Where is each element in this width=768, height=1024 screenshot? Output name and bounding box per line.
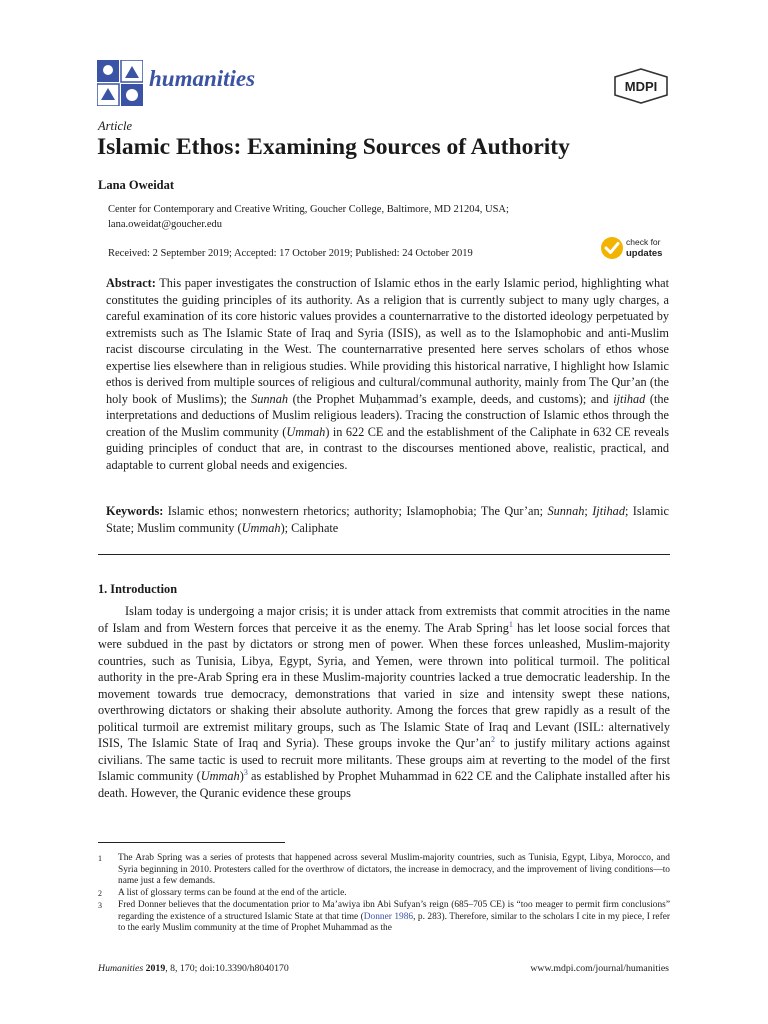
- keyword-ijtihad: Ijtihad: [592, 504, 625, 518]
- affiliation-text: Center for Contemporary and Creative Writing, Goucher College, Baltimore, MD 21204, USA;: [108, 204, 509, 215]
- author-email[interactable]: lana.oweidat@goucher.edu: [108, 219, 223, 230]
- abstract-text-4: ) in 622 CE and the establishment of the Caliphate in 632 CE reveals guiding principles of conduct that are, in contrast to the discourses mentioned above, realistic, practical, and adaptable to current global needs and exigencies.: [106, 424, 669, 473]
- affiliation: [108, 202, 509, 232]
- footnote-number: 1: [98, 854, 102, 863]
- svg-text:check for: check for: [626, 237, 661, 247]
- abstract-text-1: This paper investigates the construction of Islamic ethos in the early Islamic period, highlighting what constitutes the guiding principles of its authority. As a religion that is currently subject to many ugly charges, a careful examination of its core historic values provides a counternarrative to the distorted ideology perpetuated by extremists such as The Islamic State of Iraq and Syria (ISIS), as well as to the Islamophobic and anti-Muslim racist discourse circulating in the West. The counternarrative presented here serves scholars of ethos whose expertise lies elsewhere than in religious studies. While providing this historical narrative, I highlight how Islamic ethos is derived from multiple sources of religious and cultural/communal authority, mainly from The Qur’an (the holy book of Muslims); the: [106, 276, 669, 406]
- publication-dates: Received: 2 September 2019; Accepted: 17 October 2019; Published: 24 October 2019: [108, 248, 473, 259]
- journal-name: humanities: [149, 66, 256, 91]
- keywords-text-2: ; Islamic State; Muslim community (: [106, 504, 669, 535]
- footnote-number: 2: [98, 889, 102, 899]
- footnote-text: Fred Donner believes that the documentation prior to Ma’awiya ibn Abi Sufyan’s reign (685–705 CE) is “too meager to permit firm conclusions” regarding the existence of a structured Islamic State at that time (: [118, 899, 670, 922]
- journal-logo: [97, 60, 143, 106]
- footnote-ref-1[interactable]: 1: [508, 619, 513, 629]
- article-title: Islamic Ethos: Examining Sources of Authority: [97, 134, 570, 160]
- section-heading: 1. Introduction: [98, 582, 178, 596]
- keywords-label: Keywords:: [106, 504, 164, 518]
- intro-text-5: as established by Prophet Muhammad in 622 CE and the Caliphate installed after his death. However, the Quranic evidence these groups: [98, 769, 671, 801]
- keywords-text-1: Islamic ethos; nonwestern rhetorics; authority; Islamophobia; The Qur’an;: [167, 504, 548, 518]
- abstract-ijtihad: ijtihad: [613, 391, 646, 406]
- footnote-text: A list of glossary terms can be found at the end of the article.: [118, 888, 347, 899]
- check-for-updates-badge[interactable]: [600, 234, 672, 264]
- article-type: Article: [98, 119, 133, 133]
- abstract-text-2: (the Prophet Muḥammad’s example, deeds, and customs); and: [288, 391, 614, 406]
- intro-text-1: Islam today is undergoing a major crisis; it is under attack from extremists that commit atrocities in the name of Islam and from Western forces that perceive it as the enemy. The Arab Spring: [98, 604, 670, 635]
- humanities-logo-icon: [97, 60, 143, 106]
- mdpi-logo: [613, 68, 669, 104]
- footnote-ref-2[interactable]: 2: [490, 735, 495, 745]
- intro-text-3: to justify military actions against civilians. The same tactic is used to recruit more militants. These groups aim at reverting to the model of the first Islamic community (: [98, 736, 670, 784]
- footer-url[interactable]: www.mdpi.com/journal/humanities: [530, 963, 669, 974]
- footnote-text: The Arab Spring was a series of protests that happened across several Muslim-majority countries, such as Tunisia, Egypt, Libya, Morocco, and Syria beginning in 2010. Protesters called for the overthrow of dictators, the increase in democracy, and the improvement of living conditions—to name just a few demands.: [118, 853, 670, 887]
- footnote-2: [98, 888, 670, 900]
- footnote-text: , p. 283). Therefore, similar to the scholars I cite in my piece, I refer to the early Muslim community at the time of Prophet Muhammad as the: [118, 911, 670, 934]
- footnote-number: 3: [98, 900, 102, 910]
- abstract-sunnah: Sunnah: [251, 391, 288, 406]
- footnote-1: [98, 853, 670, 888]
- footnote-ref-3[interactable]: 3: [243, 768, 248, 778]
- intro-ummah: Ummah: [200, 769, 240, 784]
- keyword-sunnah: Sunnah: [547, 504, 585, 518]
- check-updates-icon: [600, 234, 672, 264]
- abstract-label: Abstract:: [106, 276, 156, 290]
- author-name: Lana Oweidat: [98, 178, 175, 192]
- abstract-text-3: (the interpretations and deductions of Muslim religious leaders). Tracing the construction of Islamic ethos through the creation of the Muslim community (: [106, 391, 670, 439]
- mdpi-logo-icon: [613, 68, 669, 104]
- footer-doi: , 8, 170; doi:10.3390/h8040170: [165, 963, 289, 974]
- keyword-ummah: Ummah: [241, 520, 281, 535]
- abstract: [106, 275, 669, 474]
- svg-text:MDPI: MDPI: [624, 79, 658, 94]
- footer-citation: [98, 963, 289, 974]
- footnotes: [98, 853, 670, 935]
- footnote-divider: [98, 842, 285, 843]
- citation-link[interactable]: Donner 1986: [363, 911, 414, 922]
- footnote-3: [98, 900, 670, 935]
- intro-text-2: has let loose social forces that were subdued in the past by dictators or strong men of power. When these forces unleashed, Muslim-majority countries, such as Tunisia, Libya, Egypt, Syria, and Yemen, were thrown into political turmoil. The political authority in the pre-Arab Spring era in these Muslim-majority countries lacked a true democratic leadership. In the movement towards true democracy, demonstrations that varied in size and intensity swept these nations, overthrowing dictators or shaking their absolute authority. Among the forces that grew rapidly as a result of the political turmoil are extremist military groups, such as The Islamic State of Iraq and Levant (ISIL: alternatively ISIS, The Islamic State of Iraq and Syria). These groups invoke the Qur’an: [98, 620, 670, 751]
- intro-paragraph: [98, 603, 670, 802]
- intro-text-4: ): [239, 769, 244, 784]
- svg-text:updates: updates: [626, 248, 663, 259]
- footer-year: 2019: [145, 963, 166, 974]
- keywords: [106, 503, 669, 536]
- keywords-sep: ;: [584, 504, 593, 518]
- keywords-text-3: ); Caliphate: [280, 520, 339, 535]
- footer-journal: Humanities: [98, 963, 144, 974]
- section-divider: [98, 554, 670, 555]
- abstract-ummah: Ummah: [286, 424, 326, 439]
